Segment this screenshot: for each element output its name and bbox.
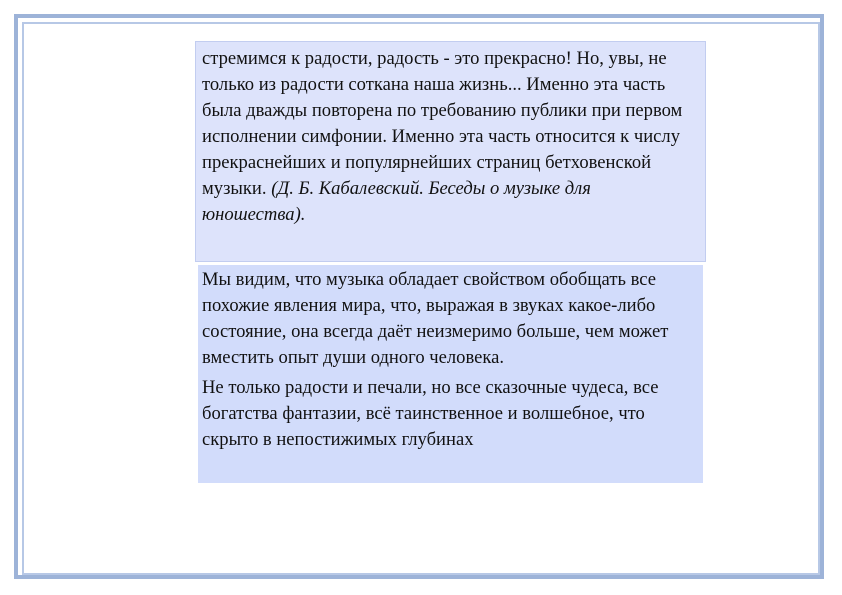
quote-paragraph bbox=[202, 46, 699, 228]
quote-text-box bbox=[195, 41, 706, 262]
body-text-box bbox=[198, 265, 703, 483]
body-paragraph-2: Не только радости и печали, но все сказочные чудеса, все богатства фантазии, всё таинственное и волшебное, что скрыто в непостижимых глубинах bbox=[202, 377, 659, 450]
body-paragraph-1: Мы видим, что музыка обладает свойством обобщать все похожие явления мира, что, выражая в звуках какое-либо состояние, она всегда даёт неизмеримо больше, чем может вместить опыт души одного человека. bbox=[202, 269, 669, 368]
quote-citation: (Д. Б. Кабалевский. Беседы о музыке для юношества). bbox=[202, 178, 591, 225]
quote-text: стремимся к радости, радость - это прекрасно! Но, увы, не только из радости соткана наша жизнь... Именно эта часть была дважды повторена по требованию публики при первом исполнении симфонии. Именно эта часть относится к числу прекраснейших и популярнейших страниц бетховенской музыки. bbox=[202, 48, 683, 199]
